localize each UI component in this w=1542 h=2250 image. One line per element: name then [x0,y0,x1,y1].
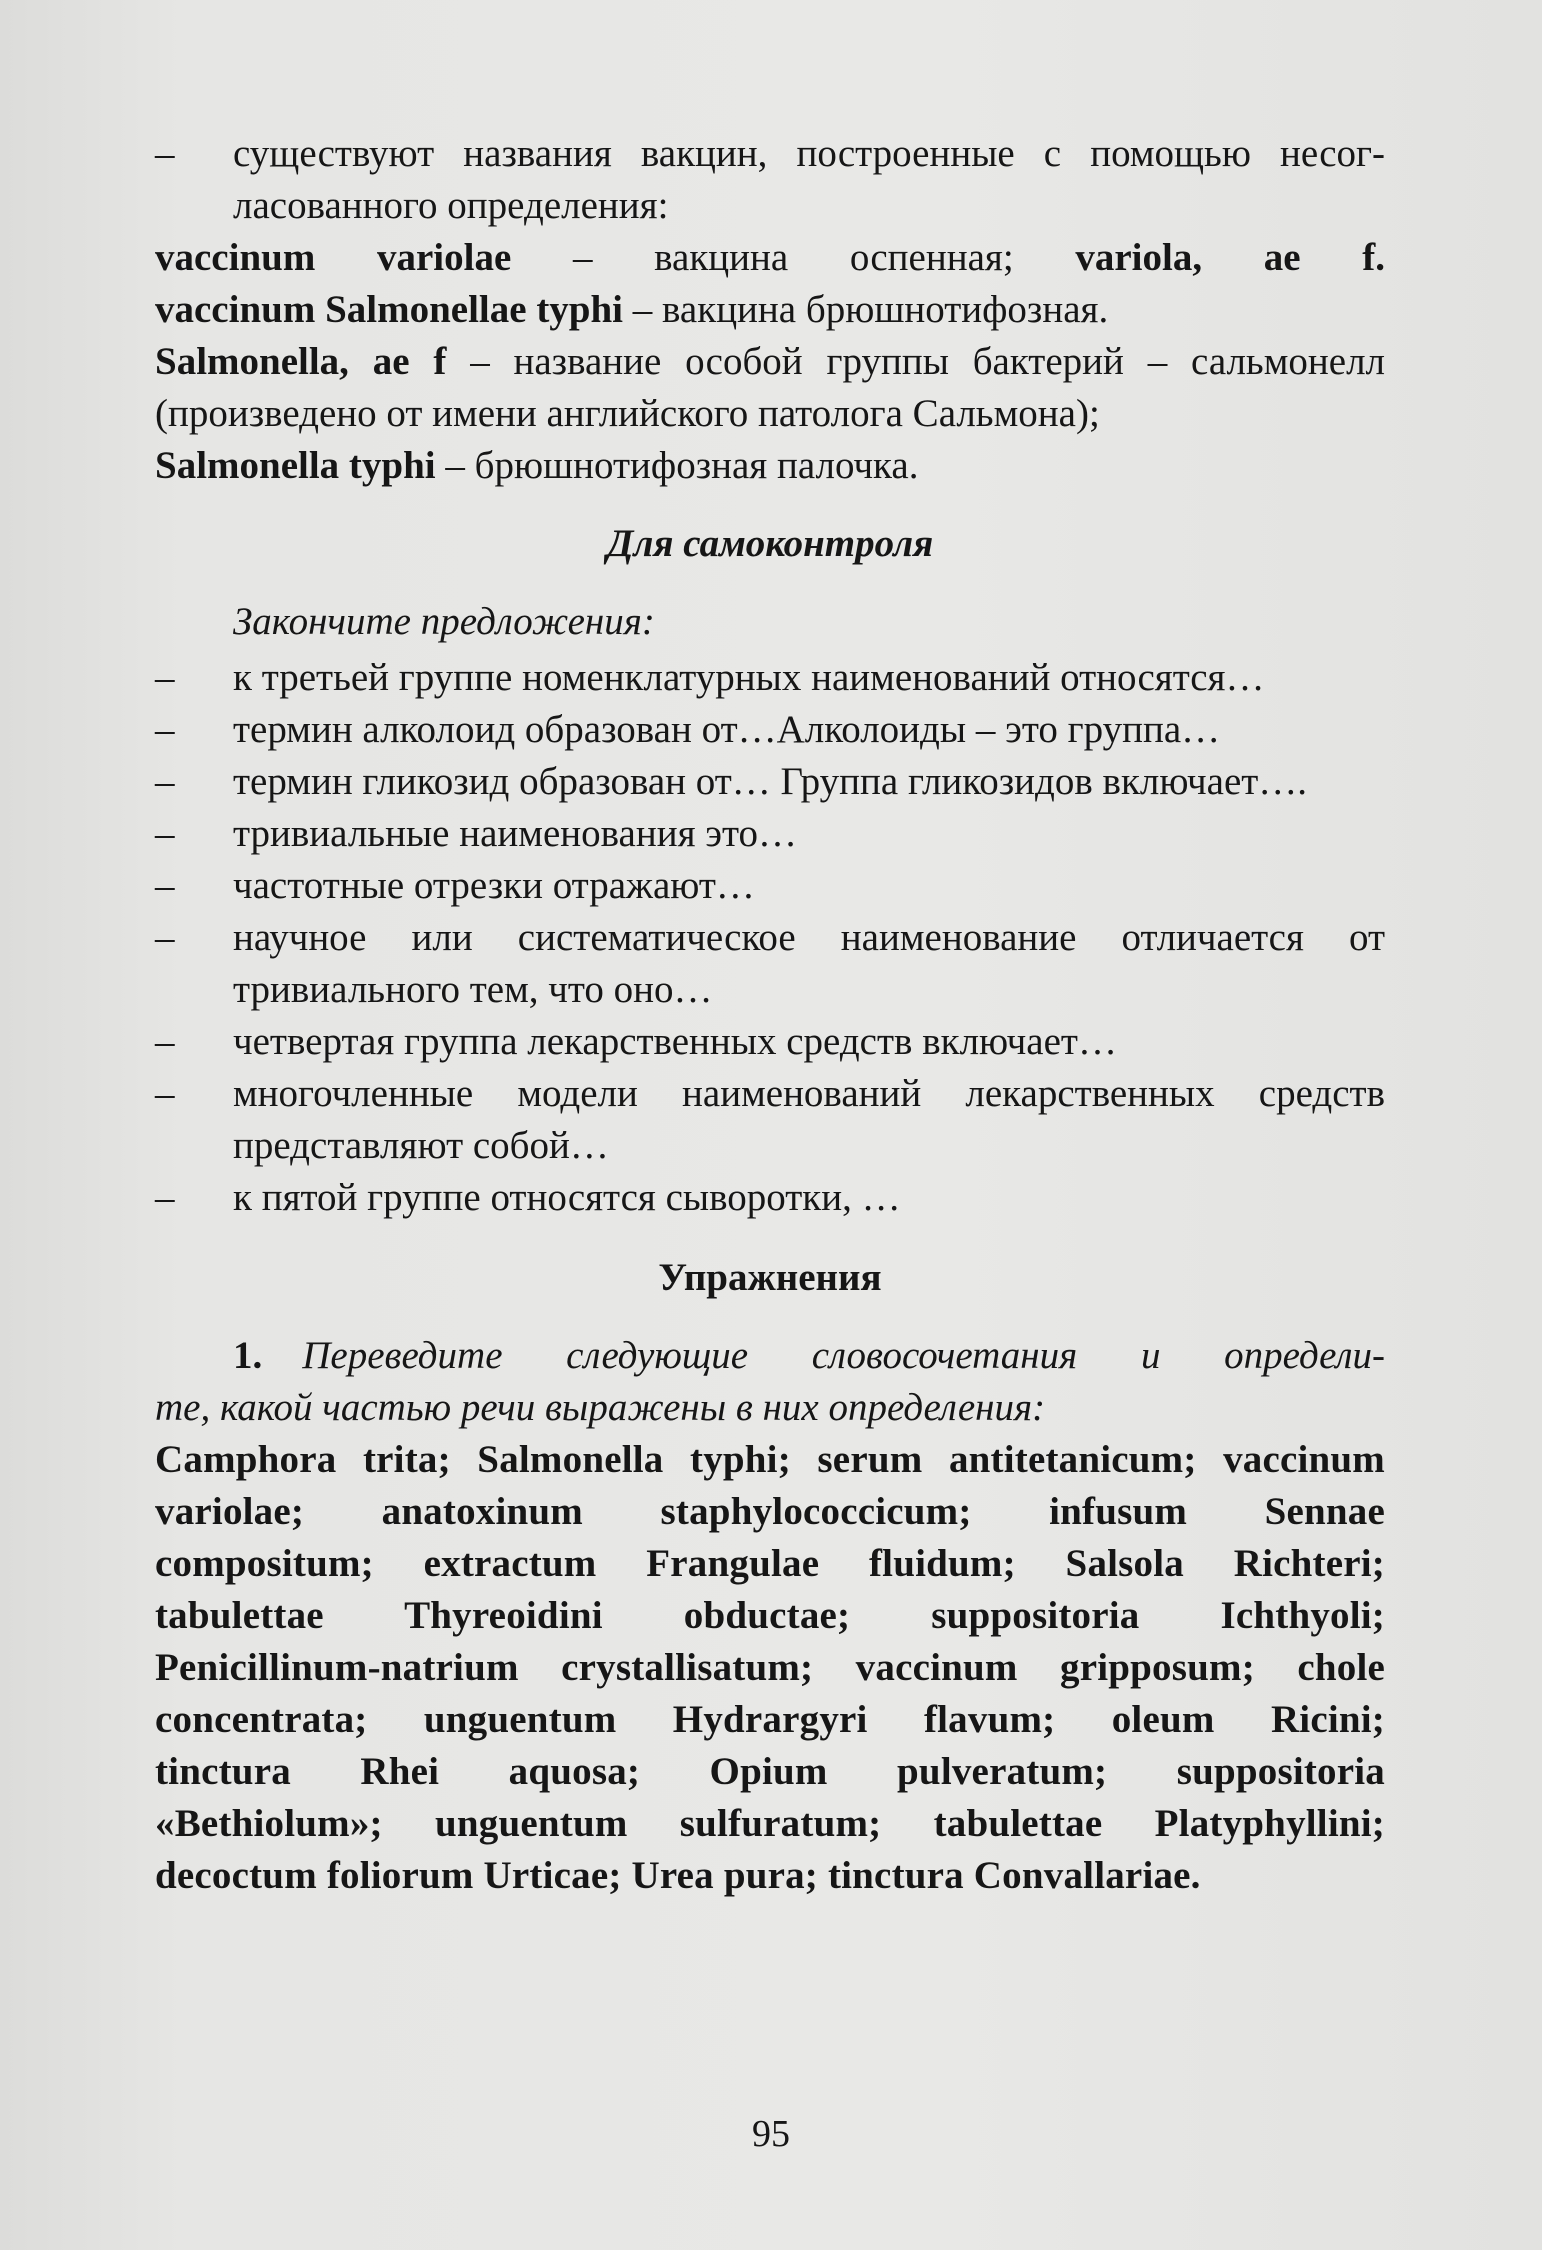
latin-term: Salmonella, ae f [155,340,447,383]
dash-marker: – [155,656,175,699]
example-vaccinum-variolae [155,232,1385,284]
dash-marker: – [155,1072,175,1115]
list-item [155,912,1385,964]
list-item-text: частотные отрезки отражают… [233,864,755,907]
list-item [155,1016,1385,1068]
page-number: 95 [752,2113,790,2155]
latin-term: variola, ae f. [1075,236,1386,279]
example-salmonella-cont: (произведено от имени английского патолога Сальмона); [155,392,1100,435]
list-item-text: к пятой группе относятся сыворотки, … [233,1176,901,1219]
list-item [155,1068,1385,1120]
page-content [155,128,1385,1902]
dash-marker: – [155,1020,175,1063]
list-item-text: к третьей группе номенклатурных наименований относятся… [233,656,1265,699]
terms-line: Penicillinum-natrium crystallisatum; vaccinum gripposum; chole [155,1646,1385,1689]
terms-line: concentrata; unguentum Hydrargyri flavum; oleum Ricini; [155,1698,1385,1741]
exercise-1-task-line-2: те, какой частью речи выражены в них определения: [155,1386,1046,1429]
list-item-text: термин гликозид образован от… Группа гликозидов включает…. [233,760,1308,803]
terms-line: compositum; extractum Frangulae fluidum; Salsola Richteri; [155,1542,1385,1585]
exercise-task-text: Переведите следующие словосочетания и определи- [302,1334,1385,1377]
list-item [155,704,1385,756]
dash-marker: – [155,1176,175,1219]
list-item-text: многочленные модели наименований лекарственных средств [233,1072,1385,1115]
terms-line-last: decoctum foliorum Urticae; Urea pura; tinctura Convallariae. [155,1854,1201,1897]
example-salmonella [155,336,1385,388]
intro-line-1: существуют названия вакцин, построенные с помощью несог- [233,132,1385,175]
list-item-text: термин алколоид образован от…Алколоиды – это группа… [233,708,1221,751]
terms-line: variolae; anatoxinum staphylococcicum; infusum Sennae [155,1490,1385,1533]
translation: – вакцина оспенная; [511,236,1076,279]
list-item [155,756,1385,808]
latin-term: vaccinum Salmonellae typhi [155,288,624,331]
latin-term: vaccinum variolae [155,236,512,279]
dash-marker: – [155,864,175,907]
list-item-continuation: тривиального тем, что оно… [233,968,713,1011]
terms-line: tabulettae Thyreoidini obductae; suppositoria Ichthyoli; [155,1594,1385,1637]
translation: – название особой группы бактерий – сальмонелл [446,340,1386,383]
intro-line-2: ласованного определения: [233,184,669,227]
list-item [155,860,1385,912]
translation: – брюшнотифозная палочка. [435,444,919,487]
terms-line: Camphora trita; Salmonella typhi; serum antitetanicum; vaccinum [155,1438,1385,1481]
exercise-number: 1. [233,1334,263,1377]
dash-marker: – [155,132,175,175]
section-heading-exercises: Упражнения [658,1256,882,1299]
latin-term: Salmonella typhi [155,444,436,487]
exercise-1-terms [155,1434,1385,1902]
list-item [155,652,1385,704]
section-heading-self-control: Для самоконтроля [606,522,934,565]
task-instruction: Закончите предложения: [233,600,655,643]
dash-marker: – [155,916,175,959]
list-item [155,1172,1385,1224]
terms-line: «Bethiolum»; unguentum sulfuratum; tabulettae Platyphyllini; [155,1802,1385,1845]
translation: – вакцина брюшнотифозная. [623,288,1109,331]
dash-marker: – [155,812,175,855]
example-vaccinum-salmonellae [155,284,1385,336]
dash-marker: – [155,708,175,751]
terms-line: tinctura Rhei aquosa; Opium pulveratum; suppositoria [155,1750,1385,1793]
list-item-text: научное или систематическое наименование отличается от [233,916,1385,959]
exercise-1-task-line-1 [155,1330,1385,1382]
list-item-text: тривиальные наименования это… [233,812,798,855]
dash-marker: – [155,760,175,803]
intro-list-item [155,128,1385,180]
list-item-text: четвертая группа лекарственных средств включает… [233,1020,1117,1063]
example-salmonella-typhi [155,440,1385,492]
list-item [155,808,1385,860]
list-item-continuation: представляют собой… [233,1124,609,1167]
